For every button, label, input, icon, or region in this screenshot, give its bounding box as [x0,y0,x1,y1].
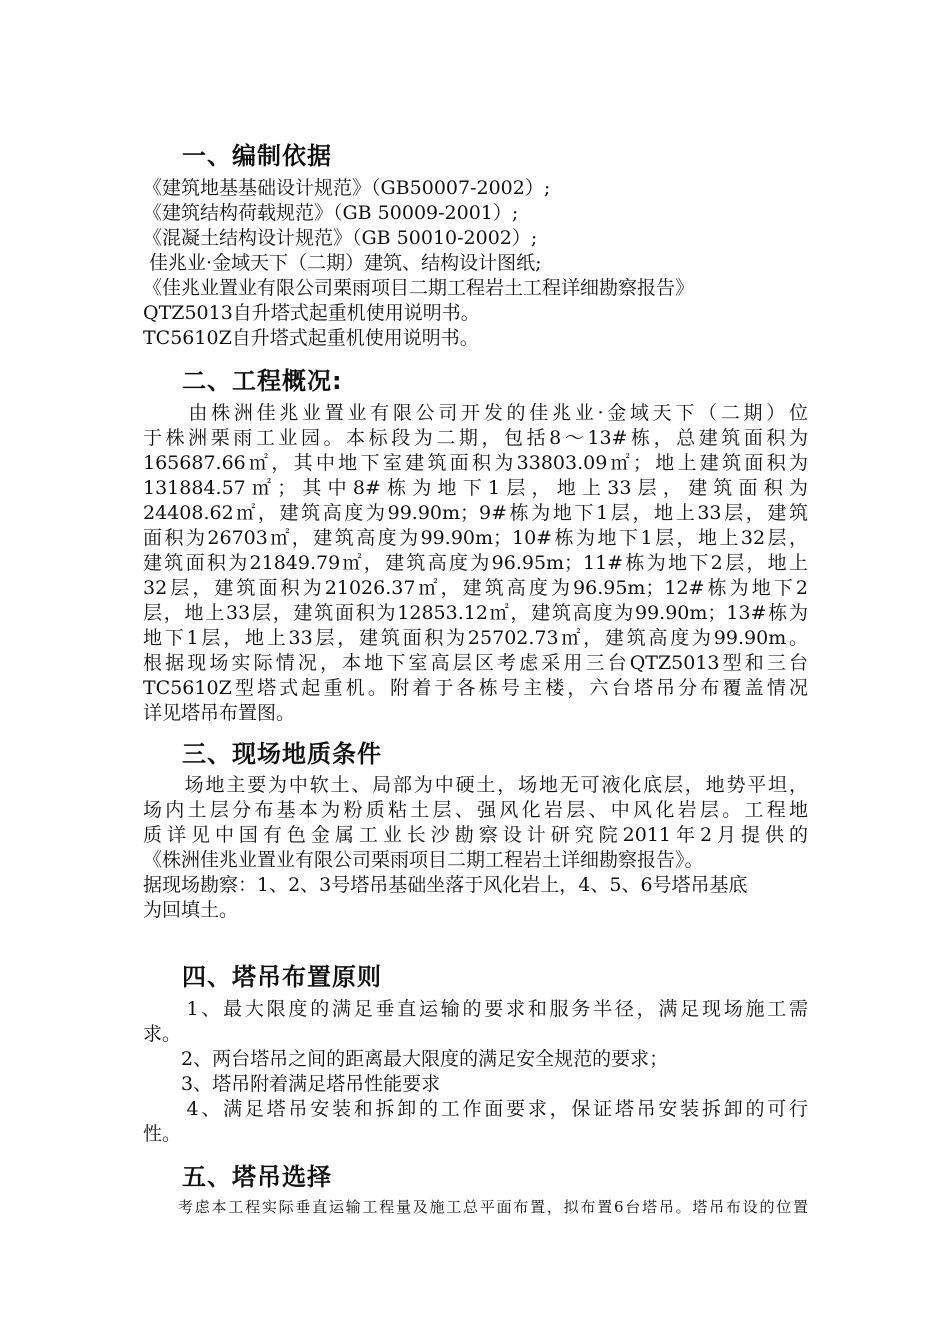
text-line: 3、塔吊附着满足塔吊性能要求 [143,1073,441,1095]
text-line: 1、最大限度的满足垂直运输的要求和服务半径，满足现场施工需 [143,998,808,1020]
text-line: 考虑本工程实际垂直运输工程量及施工总平面布置，拟布置6台塔吊。塔吊布设的位置 [178,1198,808,1216]
text-line: 场内土层分布基本为粉质粘土层、强风化岩层、中风化岩层。工程地 [143,799,808,821]
text-line: 层，地上33层，建筑面积为12853.12㎡，建筑高度为99.90m；13#栋为 [143,602,808,624]
section-heading-5: 五、塔吊选择 [182,1163,332,1191]
text-line: 4、满足塔吊安装和拆卸的工作面要求，保证塔吊安装拆卸的可行 [143,1098,808,1120]
text-line: 佳兆业·金域天下（二期）建筑、结构设计图纸; [143,252,542,274]
text-line: 32层，建筑面积为21026.37㎡，建筑高度为96.95m；12#栋为地下2 [143,577,808,599]
section-heading-2: 二、工程概况: [182,367,343,395]
text-line: 131884.57㎡；其中8#栋为地下1层，地上33层，建筑面积为 [143,477,808,499]
section-heading-3: 三、现场地质条件 [182,740,382,768]
text-line: 《建筑结构荷载规范》（GB 50009-2001）; [143,202,519,224]
text-line: 求。 [143,1023,182,1045]
text-line: 于株洲栗雨工业园。本标段为二期，包括8～13#栋，总建筑面积为 [143,427,808,449]
text-line: 《建筑地基基础设计规范》（GB50007-2002）; [143,177,551,199]
text-line: 质详见中国有色金属工业长沙勘察设计研究院2011年2月提供的 [143,824,808,846]
text-line: 建筑面积为21849.79㎡，建筑高度为96.95m；11#栋为地下2层，地上 [143,552,808,574]
text-line: 场地主要为中软土、局部为中硬土，场地无可液化底层，地势平坦， [143,774,808,796]
text-line: 24408.62㎡，建筑高度为99.90m；9#栋为地下1层，地上33层，建筑 [143,502,808,524]
section-heading-1: 一、编制依据 [182,142,332,170]
text-line: 详见塔吊布置图。 [143,702,296,724]
text-line: 165687.66㎡，其中地下室建筑面积为33803.09㎡；地上建筑面积为 [143,452,808,474]
text-line: 为回填土。 [143,899,239,921]
text-line: 《佳兆业置业有限公司栗雨项目二期工程岩土工程详细勘察报告》 [143,277,695,299]
text-line: TC5610Z型塔式起重机。附着于各栋号主楼，六台塔吊分布覆盖情况 [143,677,808,699]
text-line: QTZ5013自升塔式起重机使用说明书。 [143,302,480,324]
text-line: 地下1层，地上33层，建筑面积为25702.73㎡，建筑高度为99.90m。 [143,627,808,649]
section-heading-4: 四、塔吊布置原则 [182,963,382,991]
text-line: 面积为26703㎡，建筑高度为99.90m；10#栋为地下1层，地上32层， [143,527,808,549]
text-line: TC5610Z自升塔式起重机使用说明书。 [143,327,479,349]
text-line: 根据现场实际情况，本地下室高层区考虑采用三台QTZ5013型和三台 [143,652,808,674]
text-line: 《混凝土结构设计规范》（GB 50010-2002）; [143,227,538,249]
text-line: 据现场勘察：1、2、3号塔吊基础坐落于风化岩上，4、5、6号塔吊基底 [143,874,748,896]
text-line: 2、两台塔吊之间的距离最大限度的满足安全规范的要求； [143,1048,669,1070]
text-line: 性。 [143,1123,182,1145]
text-line: 《株洲佳兆业置业有限公司栗雨项目二期工程岩土详细勘察报告》。 [143,849,704,871]
text-line: 由株洲佳兆业置业有限公司开发的佳兆业·金域天下（二期）位 [143,402,808,424]
